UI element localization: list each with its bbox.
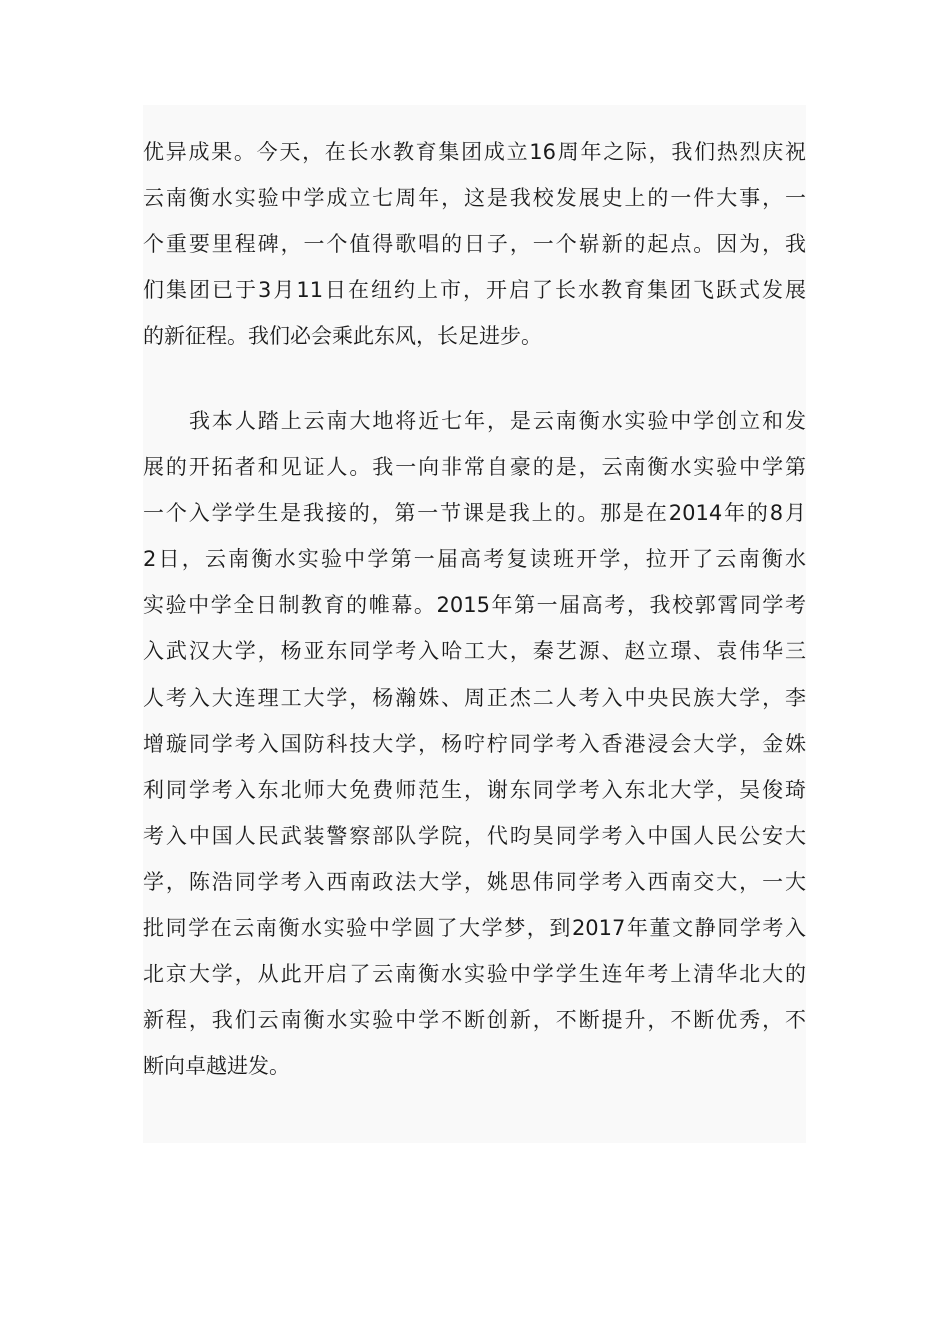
text-line: 们集团已于3月11日在纽约上市，开启了长水教育集团飞跃式发展 [143,278,806,303]
text-line: 批同学在云南衡水实验中学圆了大学梦，到2017年董文静同学考入 [143,916,806,941]
text-line: 的新征程。我们必会乘此东风，长足进步。 [143,324,542,349]
text-line: 新程，我们云南衡水实验中学不断创新，不断提升，不断优秀，不 [143,1008,806,1033]
text-line: 展的开拓者和见证人。我一向非常自豪的是，云南衡水实验中学第 [143,455,806,480]
paragraph-2 [143,398,806,1089]
text-line: 一个入学学生是我接的，第一节课是我上的。那是在2014年的8月 [143,501,806,526]
text-line: 北京大学，从此开启了云南衡水实验中学学生连年考上清华北大的 [143,962,806,987]
text-line: 断向卓越进发。 [143,1054,290,1079]
text-line: 个重要里程碑，一个值得歌唱的日子，一个崭新的起点。因为，我 [143,232,806,257]
text-line: 2日，云南衡水实验中学第一届高考复读班开学，拉开了云南衡水 [143,547,806,572]
text-line: 我本人踏上云南大地将近七年，是云南衡水实验中学创立和发 [189,409,806,433]
paragraph-1 [143,129,806,359]
document-text-block [143,105,806,1143]
text-line: 增璇同学考入国防科技大学，杨咛柠同学考入香港浸会大学，金姝 [143,731,806,756]
text-line: 利同学考入东北师大免费师范生，谢东同学考入东北大学，吴俊琦 [143,777,806,802]
text-line: 实验中学全日制教育的帷幕。2015年第一届高考，我校郭霄同学考 [143,593,806,618]
text-line: 入武汉大学，杨亚东同学考入哈工大，秦艺源、赵立璟、袁伟华三 [143,639,806,664]
text-line: 云南衡水实验中学成立七周年，这是我校发展史上的一件大事，一 [143,186,806,211]
text-line: 考入中国人民武装警察部队学院，代昀昊同学考入中国人民公安大 [143,823,806,848]
text-line: 人考入大连理工大学，杨瀚姝、周正杰二人考入中央民族大学，李 [143,685,806,710]
text-line: 学，陈浩同学考入西南政法大学，姚思伟同学考入西南交大，一大 [143,869,806,894]
text-line: 优异成果。今天，在长水教育集团成立16周年之际，我们热烈庆祝 [143,140,806,164]
